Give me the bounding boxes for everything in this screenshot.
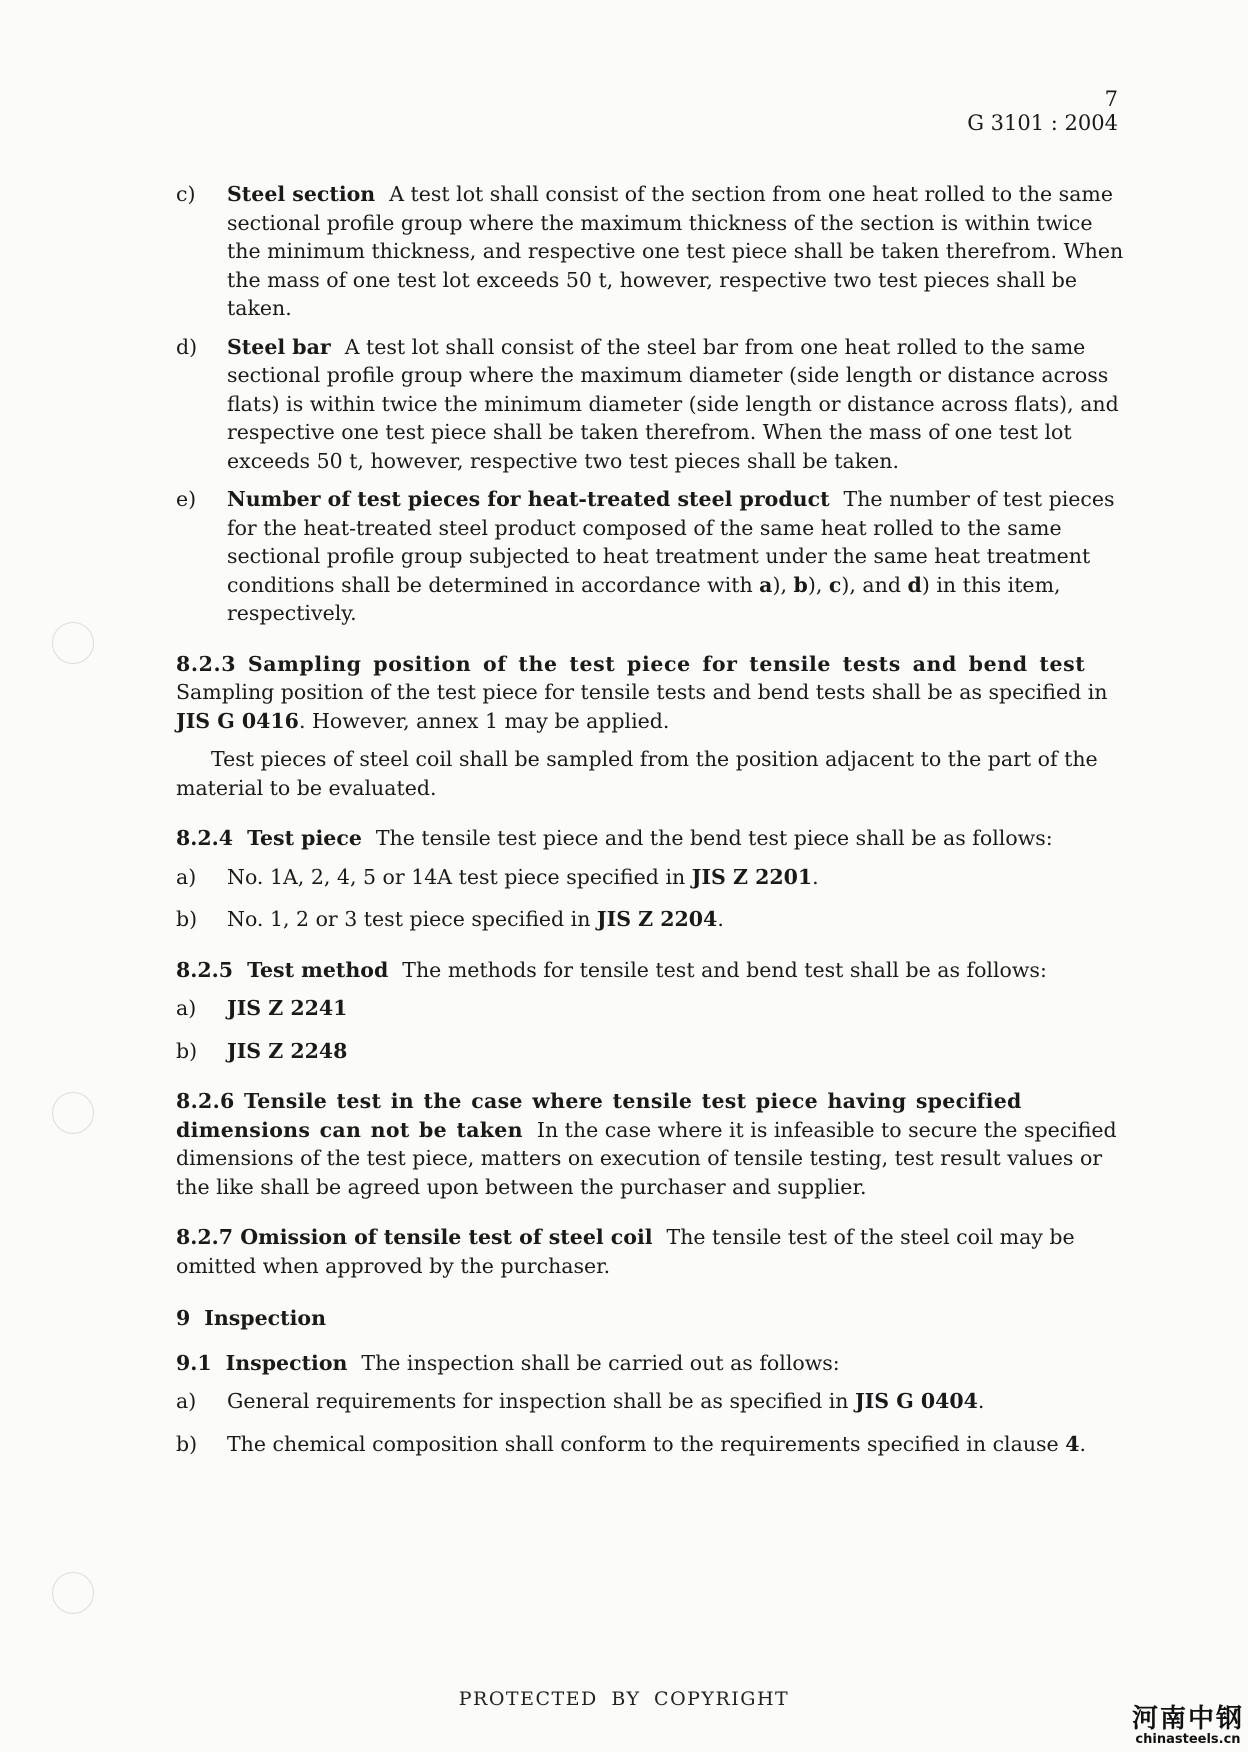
binder-hole-mark xyxy=(52,1092,94,1134)
section-number: 9 xyxy=(176,1306,191,1330)
section-text: The methods for tensile test and bend test shall be as follows: xyxy=(402,957,1047,982)
standard-reference: JIS Z 2204 xyxy=(596,907,718,931)
list-marker: b) xyxy=(176,1038,198,1063)
copyright-footer: PROTECTED BY COPYRIGHT xyxy=(458,1688,790,1710)
binder-hole-mark xyxy=(52,1572,94,1614)
section-number: 8.2.7 xyxy=(176,1225,234,1249)
watermark-chinese: 河南中钢 xyxy=(1131,1704,1244,1734)
binder-hole-mark xyxy=(52,622,94,664)
item-heading: Steel bar xyxy=(227,334,331,359)
section-text: . However, annex 1 may be applied. xyxy=(298,708,670,733)
section-number: 8.2.6 xyxy=(176,1089,235,1113)
item-text: ), xyxy=(807,572,829,597)
standard-reference: JIS Z 2201 xyxy=(691,864,813,889)
standard-number: G 3101 : 2004 xyxy=(967,111,1118,135)
item-text: No. 1A, 2, 4, 5 or 14A test piece specified in xyxy=(227,864,692,889)
clause-reference: 4 xyxy=(1065,1431,1080,1456)
list-marker: a) xyxy=(176,864,197,889)
list-item-heat-treated-product xyxy=(176,485,1126,628)
standard-reference: JIS G 0404 xyxy=(854,1389,978,1413)
list-marker: b) xyxy=(176,1431,198,1456)
list-marker: a) xyxy=(176,996,197,1020)
list-marker: c) xyxy=(176,182,196,206)
section-number: 8.2.3 xyxy=(176,651,237,676)
watermark-url: chinasteels.cn xyxy=(1135,1732,1241,1747)
section-title: Inspection xyxy=(204,1306,326,1330)
item-ref: d xyxy=(907,572,922,597)
list-item xyxy=(176,863,1126,892)
section-number: 8.2.5 xyxy=(176,957,234,982)
item-text: The chemical composition shall conform to the requirements specified in clause xyxy=(227,1431,1066,1456)
section-title: Tensile test in the case where tensile test piece having specified dimensions can not be taken xyxy=(176,1089,1022,1142)
item-end: . xyxy=(977,1389,985,1413)
list-item-steel-section xyxy=(176,180,1126,323)
page-number: 7 xyxy=(1104,87,1118,111)
section-8-2-3 xyxy=(176,650,1126,803)
standard-reference: JIS G 0416 xyxy=(176,708,299,733)
section-number: 8.2.4 xyxy=(176,826,234,850)
section-text: The tensile test of the steel coil may be omitted when approved by the purchaser. xyxy=(176,1225,1075,1278)
item-end: . xyxy=(717,907,724,931)
list-item xyxy=(176,1037,1126,1066)
item-text: ) in this item, respectively. xyxy=(227,572,1061,625)
section-text: The tensile test piece and the bend test piece shall be as follows: xyxy=(375,826,1053,850)
list-item-steel-bar xyxy=(176,333,1126,476)
item-text: A test lot shall consist of the steel bar from one heat rolled to the same sectional profile group where the maximum diameter (side length or distance across flats) is within twice the minimum diameter (side length or distance across flats), and respective one test piece shall be taken therefrom. When the mass of one test lot exceeds 50 t, however, respective two test pieces shall be taken. xyxy=(227,334,1119,473)
standard-reference: JIS Z 2241 xyxy=(227,996,348,1020)
section-text: In the case where it is infeasible to secure the specified dimensions of the test piece, matters on execution of tensile testing, test result values or the like shall be agreed upon between the purchaser and supplier. xyxy=(176,1117,1117,1199)
list-marker: e) xyxy=(176,487,197,511)
item-text: No. 1, 2 or 3 test piece specified in xyxy=(227,907,597,931)
document-body xyxy=(176,180,1126,1472)
list-marker: a) xyxy=(176,1389,197,1413)
item-ref: c xyxy=(828,572,842,597)
clause-heading-9 xyxy=(176,1304,1126,1333)
item-heading: Steel section xyxy=(227,182,376,206)
item-text: The number of test pieces for the heat-treated steel product composed of the same heat rolled to the same sectional profile group subjected to heat treatment under the same heat treatment conditions shall be determined in accordance with xyxy=(227,487,1115,597)
item-text: General requirements for inspection shall be as specified in xyxy=(227,1389,855,1413)
standard-reference: JIS Z 2248 xyxy=(227,1038,348,1063)
list-item xyxy=(176,1430,1126,1459)
watermark-logo xyxy=(1132,1705,1244,1747)
item-heading: Number of test pieces for heat-treated steel product xyxy=(227,487,830,511)
list-marker: d) xyxy=(176,334,198,359)
section-text: Sampling position of the test piece for tensile tests and bend tests shall be as specified in xyxy=(176,680,1108,704)
section-8-2-4 xyxy=(176,824,1126,934)
section-title: Omission of tensile test of steel coil xyxy=(240,1225,653,1249)
section-9-1 xyxy=(176,1349,1126,1459)
section-8-2-7 xyxy=(176,1223,1126,1280)
item-text: ), xyxy=(772,572,794,597)
list-item xyxy=(176,1387,1126,1416)
section-title: Inspection xyxy=(225,1350,348,1375)
section-title: Sampling position of the test piece for tensile tests and bend test xyxy=(247,651,1086,676)
item-end: . xyxy=(812,864,819,889)
section-8-2-6 xyxy=(176,1087,1126,1201)
list-item xyxy=(176,905,1126,934)
section-title: Test method xyxy=(247,957,389,982)
list-item xyxy=(176,994,1126,1023)
item-ref: a xyxy=(759,572,773,597)
section-title: Test piece xyxy=(247,826,362,850)
item-text: A test lot shall consist of the section from one heat rolled to the same sectional profile group where the maximum thickness of the section is within twice the minimum thickness, and respective one test piece shall be taken therefrom. When the mass of one test lot exceeds 50 t, however, respective two test pieces shall be taken. xyxy=(227,182,1124,320)
item-end: . xyxy=(1079,1431,1086,1456)
list-marker: b) xyxy=(176,907,198,931)
section-text: The inspection shall be carried out as follows: xyxy=(361,1350,840,1375)
section-8-2-5 xyxy=(176,956,1126,1066)
section-number: 9.1 xyxy=(176,1350,212,1375)
item-text: ), and xyxy=(841,572,908,597)
paragraph: Test pieces of steel coil shall be sampled from the position adjacent to the part of the material to be evaluated. xyxy=(176,747,1098,800)
item-ref: b xyxy=(793,572,808,597)
